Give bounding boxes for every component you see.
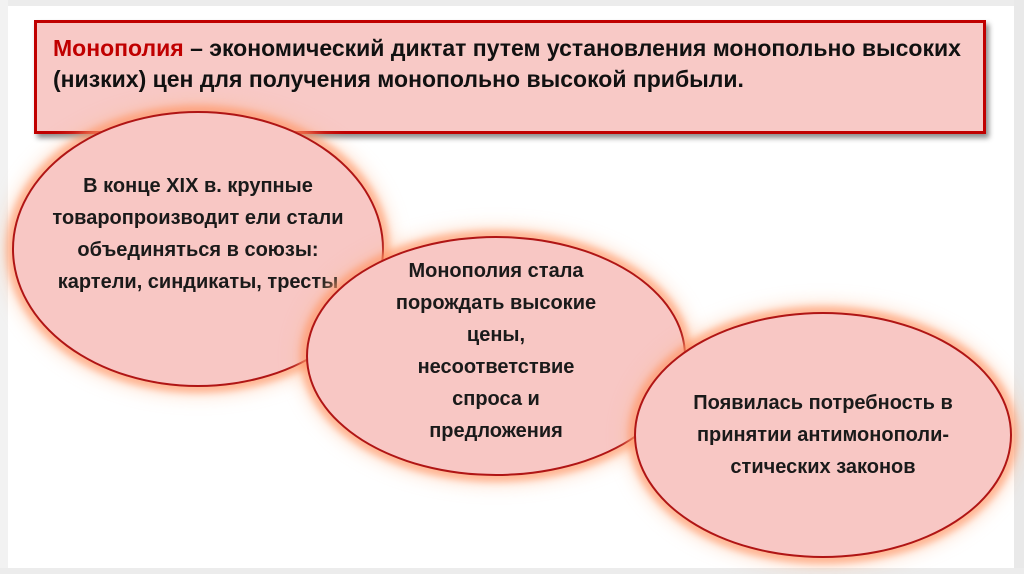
definition-text: – экономический диктат путем установления монопольно высоких (низких) цен для получения монопольно высокой прибыли. <box>53 35 961 92</box>
left-border <box>0 0 8 574</box>
ellipse-node-1-text: В конце XIX в. крупные товаропроизводит ели стали объединяться в союзы: картели, синдикаты, тресты <box>52 175 344 293</box>
ellipse-node-2-text: Монополия стала порождать высокие цены, несоответствие спроса и предложения <box>395 260 597 442</box>
right-border <box>1014 0 1024 574</box>
ellipse-node-3-text: Появилась потребность в принятии антимонополи-стических законов <box>693 392 953 478</box>
bottom-border <box>0 568 1024 574</box>
top-border <box>0 0 1024 6</box>
ellipse-node-3 <box>634 312 1012 558</box>
ellipse-node-2 <box>306 236 686 476</box>
definition-term: Монополия <box>53 35 184 61</box>
